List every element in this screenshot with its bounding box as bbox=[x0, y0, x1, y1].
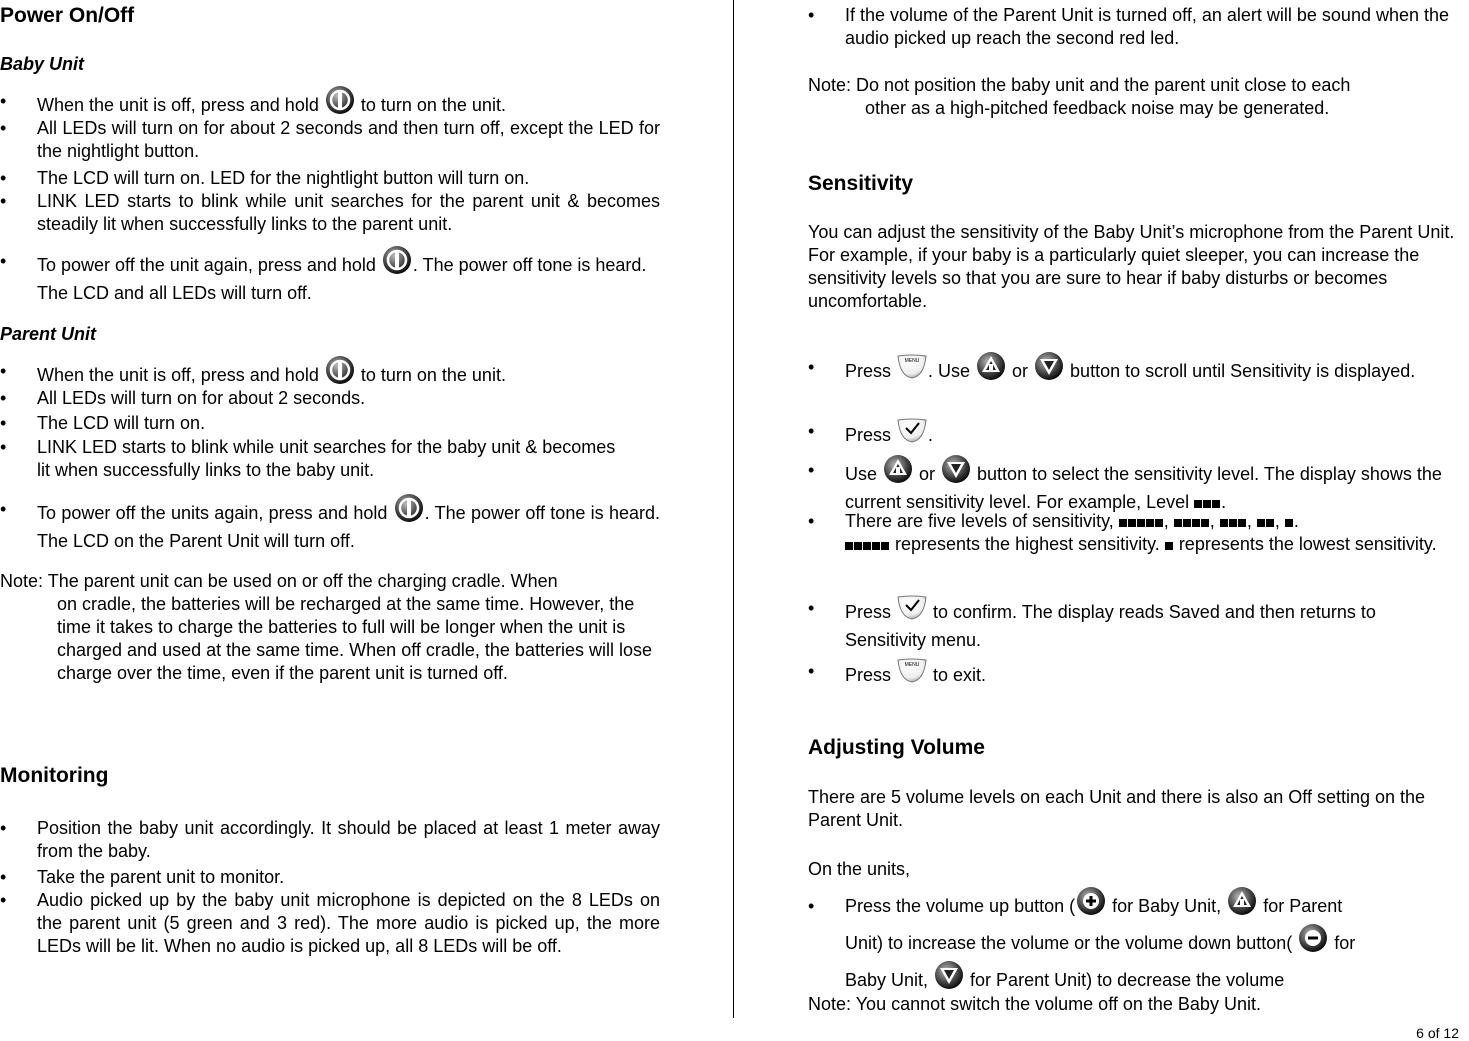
note: Note: The parent unit can be used on or off the charging cradle. When on cradle, the batteries will be recharged at the same time. However, the time it takes to charge the batteries to full will be longer when the unit is charged and used at the same time. When off cradle, the batteries will lose charge over the time, even if the parent unit is turned off. bbox=[0, 571, 652, 683]
check-icon bbox=[896, 591, 928, 623]
power-icon bbox=[393, 492, 425, 524]
power-icon bbox=[324, 84, 356, 116]
down-icon bbox=[933, 959, 965, 991]
level-1-indicator bbox=[1165, 533, 1174, 556]
minus-icon bbox=[1297, 922, 1329, 954]
note: Note: Do not position the baby unit and the parent unit close to each other as a high-pitched feedback noise may be generated. bbox=[808, 75, 1351, 118]
power-icon bbox=[324, 354, 356, 386]
level-1-indicator bbox=[1285, 510, 1294, 533]
on-units-label: On the units, bbox=[808, 859, 911, 879]
level-5-indicator bbox=[845, 533, 890, 556]
baby-unit-heading: Baby Unit bbox=[0, 54, 85, 74]
level-5-indicator bbox=[1119, 510, 1164, 533]
parent-unit-heading: Parent Unit bbox=[0, 324, 97, 344]
page-number: 6 of 12 bbox=[1416, 1025, 1459, 1041]
sensitivity-heading: Sensitivity bbox=[808, 172, 914, 195]
bullet: • bbox=[0, 91, 7, 111]
volume-note: Note: You cannot switch the volume off on the Baby Unit. bbox=[808, 994, 1261, 1014]
monitoring-heading: Monitoring bbox=[0, 764, 109, 787]
up-icon bbox=[975, 350, 1007, 382]
power-heading: Power On/Off bbox=[0, 4, 135, 27]
adjusting-volume-heading: Adjusting Volume bbox=[808, 736, 985, 759]
level-2-indicator bbox=[1257, 510, 1275, 533]
menu-icon bbox=[896, 654, 928, 686]
menu-icon bbox=[896, 350, 928, 382]
up-icon bbox=[1226, 885, 1258, 917]
power-icon bbox=[381, 244, 413, 276]
up-icon bbox=[882, 453, 914, 485]
level-3-indicator bbox=[1220, 510, 1247, 533]
column-divider bbox=[733, 0, 734, 1018]
down-icon bbox=[940, 453, 972, 485]
sensitivity-intro: You can adjust the sensitivity of the Baby Unit’s microphone from the Parent Unit. For example, if your baby is a particularly quiet sleeper, you can increase the sensitivity levels so that you are sure to hear if baby disturbs or becomes uncomfortable. bbox=[808, 222, 1455, 311]
svg-text:MENU: MENU bbox=[904, 358, 920, 364]
volume-intro: There are 5 volume levels on each Unit and there is also an Off setting on the Parent Unit. bbox=[808, 787, 1426, 830]
plus-icon bbox=[1075, 885, 1107, 917]
down-icon bbox=[1033, 350, 1065, 382]
level-4-indicator bbox=[1174, 510, 1210, 533]
check-icon bbox=[896, 414, 928, 446]
svg-text:MENU: MENU bbox=[904, 662, 920, 668]
